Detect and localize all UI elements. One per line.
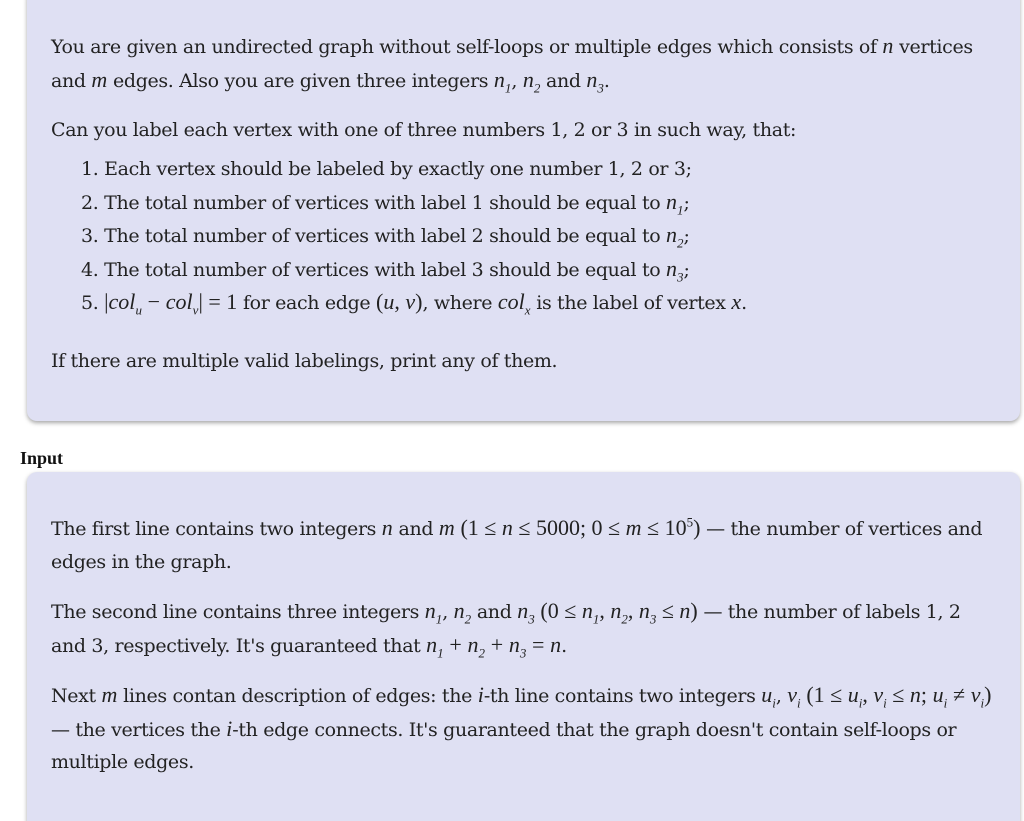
- rules-list: [81, 153, 747, 320]
- intro-text-5: and: [546, 69, 581, 92]
- statement-question: Can you label each vertex with one of three numbers 1, 2 or 3 in such way, that:: [51, 119, 797, 141]
- rule-item: 4. The total number of vertices with label 3 should be equal to $n_3$;: [81, 255, 690, 284]
- intro-text-1: You are given an undirected graph without self-loops or multiple edges which consists of: [51, 36, 877, 58]
- statement-intro: You are given an undirected graph without self-loops or multiple edges which consists of n vertices and m edges. Also you are given three integers $n_1$, $n_2$ and $n_3$.: [51, 33, 973, 95]
- input-section-title: Input: [20, 448, 64, 468]
- statement-card: [27, 0, 1020, 421]
- rule-item: 1. Each vertex should be labeled by exactly one number 1, 2 or 3;: [81, 158, 692, 180]
- rule-item: 5. |col$_u$ − col$_v$| = 1 for each edge (u, v), where col$_x$ is the label of vertex x.: [81, 289, 747, 318]
- statement-closing: If there are multiple valid labelings, print any of them.: [51, 350, 558, 372]
- input-line-2: The second line contains three integers $n_1$, $n_2$ and $n_3$ ($0 \le n_1$, $n_2$, $n_3 \le n$) — the number of labels 1, 2 and 3, respectively. It's guaranteed that $n_1 + n_2 + n_3 = n$.: [51, 598, 961, 660]
- intro-text-4: edges. Also you are given three integers: [112, 69, 489, 92]
- intro-text-2: vertices: [899, 36, 973, 58]
- rule-item: 3. The total number of vertices with label 2 should be equal to $n_2$;: [81, 222, 690, 251]
- input-card: [27, 472, 1020, 821]
- rule-item: 2. The total number of vertices with label 1 should be equal to $n_1$;: [81, 188, 690, 217]
- intro-text-3: and: [51, 69, 86, 92]
- input-line-3: Next m lines contan description of edges: the i-th line contains two integers $u_i$, $v_i$ ($1 \le u_i$, $v_i \le n$; $u_i \ne v_i$) — the vertices the i-th edge connects. It's guaranteed that the graph doesn't contain self-loops or multiple edges.: [51, 682, 992, 773]
- input-line-1: The first line contains two integers n and m (1 ≤ n ≤ 5000; $0 \le m \le 10^5$) — the number of vertices and edges in the graph.: [51, 514, 983, 573]
